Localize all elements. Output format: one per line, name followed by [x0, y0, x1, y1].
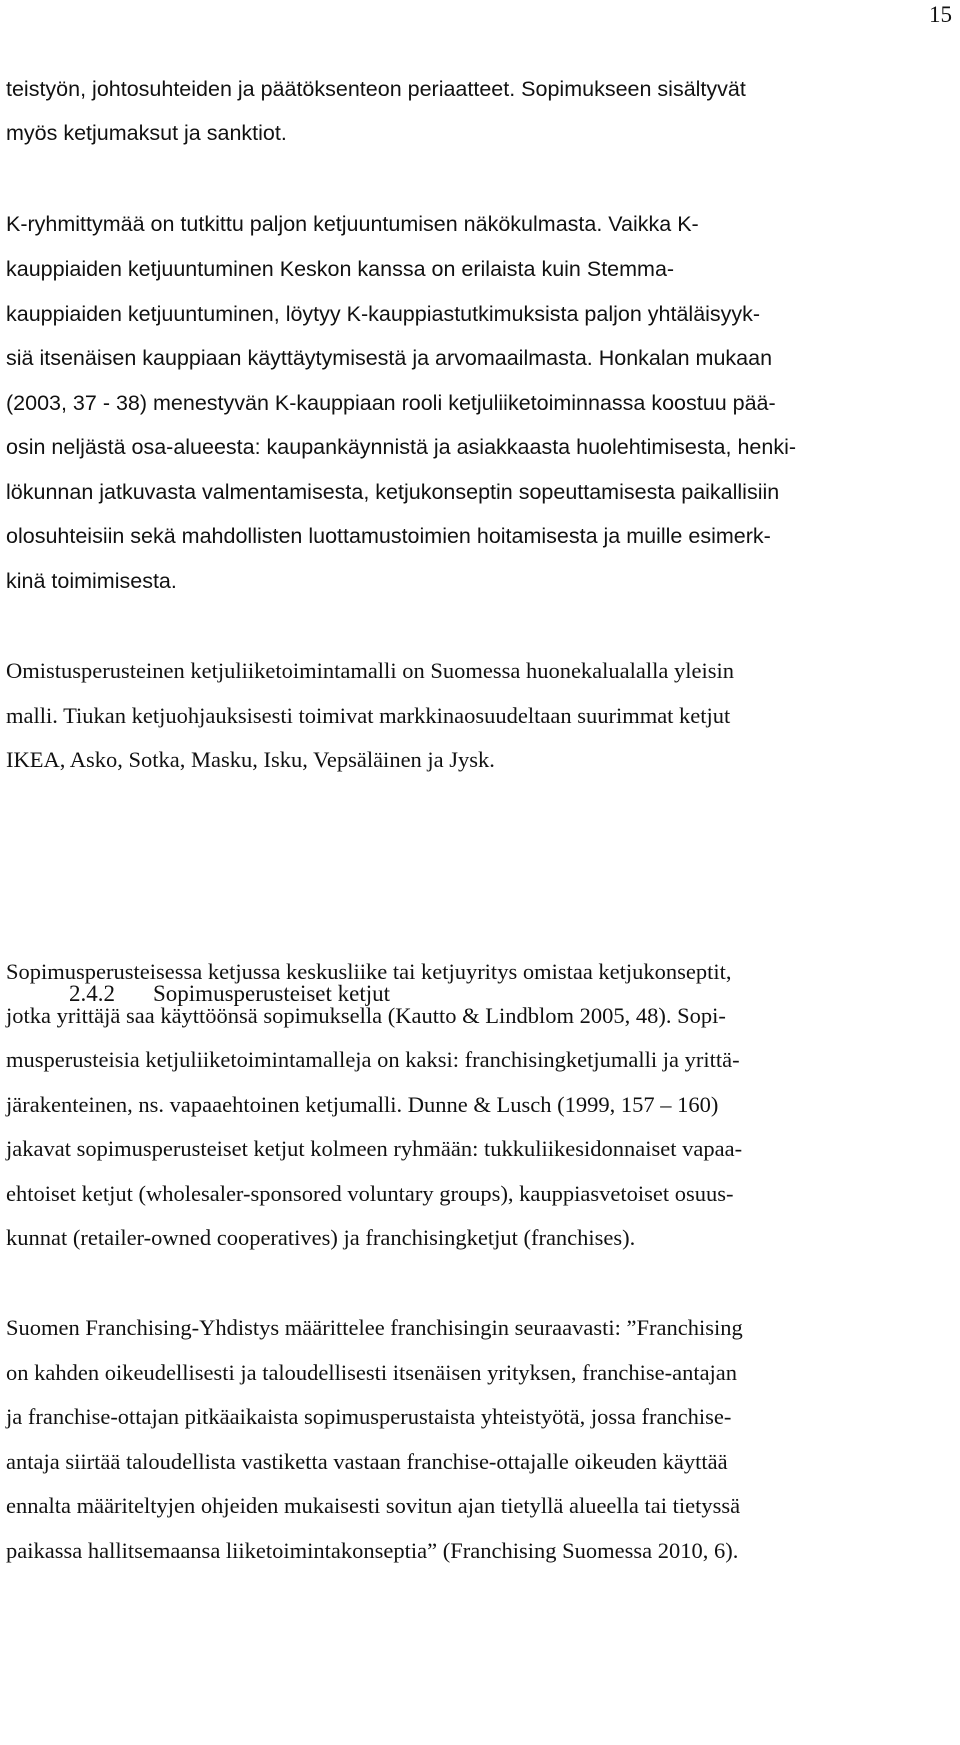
paragraph-line: myös ketjumaksut ja sanktiot.: [6, 121, 287, 145]
paragraph-line: kinä toimimisesta.: [6, 569, 177, 593]
paragraph-line: teistyön, johtosuhteiden ja päätöksenteon periaatteet. Sopimukseen sisältyvät: [6, 77, 746, 101]
paragraph-line: Omistusperusteinen ketjuliiketoimintamalli on Suomessa huonekalualalla yleisin: [6, 658, 734, 683]
paragraph-line: ehtoiset ketjut (wholesaler-sponsored voluntary groups), kauppiasvetoiset osuus-: [6, 1181, 734, 1206]
paragraph-line: malli. Tiukan ketjuohjauksisesti toimivat markkinaosuudeltaan suurimmat ketjut: [6, 703, 731, 728]
paragraph-line: IKEA, Asko, Sotka, Masku, Isku, Vepsäläinen ja Jysk.: [6, 747, 495, 772]
paragraph-line: antaja siirtää taloudellista vastiketta vastaan franchise-ottajalle oikeuden käyttää: [6, 1449, 728, 1474]
paragraph-line: ja franchise-ottajan pitkäaikaista sopimusperustaista yhteistyötä, jossa franchise-: [6, 1404, 732, 1429]
paragraph-line: (2003, 37 - 38) menestyvän K-kauppiaan rooli ketjuliiketoiminnassa koostuu pää-: [6, 391, 776, 415]
paragraph-line: kauppiaiden ketjuuntuminen, löytyy K-kauppiastutkimuksista paljon yhtäläisyyk-: [6, 302, 761, 326]
paragraph-line: osin neljästä osa-alueesta: kaupankäynnistä ja asiakkaasta huolehtimisesta, henki-: [6, 435, 796, 459]
paragraph-line: paikassa hallitsemaansa liiketoimintakonseptia” (Franchising Suomessa 2010, 6).: [6, 1538, 739, 1563]
paragraph-line: jakavat sopimusperusteiset ketjut kolmeen ryhmään: tukkuliikesidonnaiset vapaa-: [6, 1136, 743, 1161]
paragraph-line: siä itsenäisen kauppiaan käyttäytymisestä ja arvomaailmasta. Honkalan mukaan: [6, 346, 773, 370]
paragraph-line: lökunnan jatkuvasta valmentamisesta, ketjukonseptin sopeuttamisesta paikallisiin: [6, 480, 780, 504]
section-title: Sopimusperusteiset ketjut: [153, 981, 391, 1006]
paragraph-line: olosuhteisiin sekä mahdollisten luottamustoimien hoitamisesta ja muille esimerk-: [6, 524, 771, 548]
paragraph-line: musperusteisia ketjuliiketoimintamalleja on kaksi: franchisingketjumalli ja yrittä-: [6, 1047, 740, 1072]
paragraph-line: jotka yrittäjä saa käyttöönsä sopimuksella (Kautto & Lindblom 2005, 48). Sopi-: [6, 1003, 726, 1028]
paragraph-line: järakenteinen, ns. vapaaehtoinen ketjumalli. Dunne & Lusch (1999, 157 – 160): [6, 1092, 719, 1117]
section-number: 2.4.2: [69, 981, 115, 1006]
paragraph-line: Suomen Franchising-Yhdistys määrittelee franchisingin seuraavasti: ”Franchising: [6, 1315, 743, 1340]
paragraph-line: kauppiaiden ketjuuntuminen Keskon kanssa on erilaista kuin Stemma-: [6, 257, 675, 281]
paragraph-line: Sopimusperusteisessa ketjussa keskusliike tai ketjuyritys omistaa ketjukonseptit,: [6, 959, 732, 984]
paragraph-line: on kahden oikeudellisesti ja taloudellisesti itsenäisen yrityksen, franchise-antajan: [6, 1360, 738, 1385]
page-number: 15: [929, 2, 952, 27]
paragraph-line: kunnat (retailer-owned cooperatives) ja franchisingketjut (franchises).: [6, 1225, 636, 1250]
paragraph-line: ennalta määriteltyjen ohjeiden mukaisesti sovitun ajan tietyllä alueella tai tietyssä: [6, 1493, 741, 1518]
paragraph-line: K-ryhmittymää on tutkittu paljon ketjuuntumisen näkökulmasta. Vaikka K-: [6, 212, 699, 236]
